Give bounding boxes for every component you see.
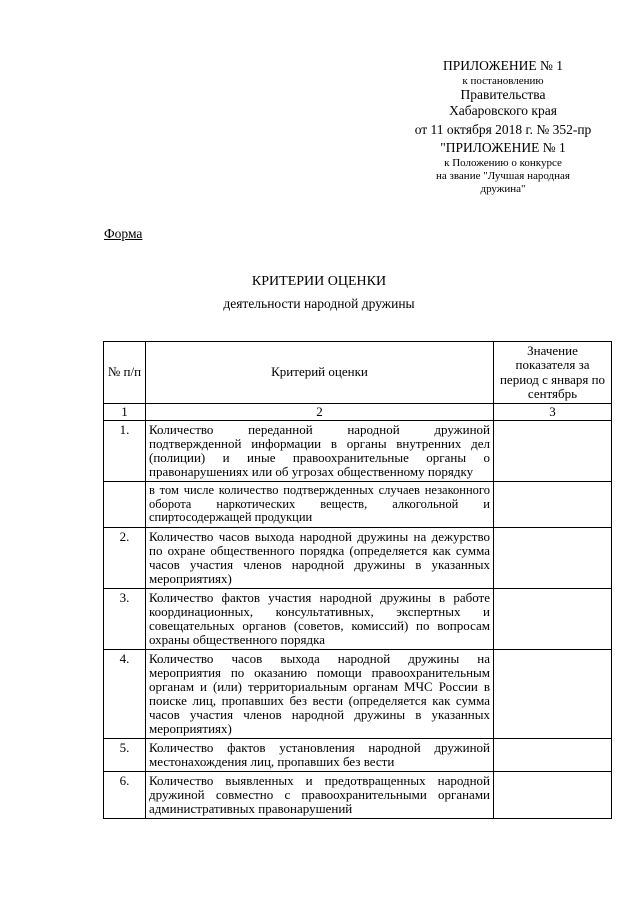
table-row — [104, 421, 612, 482]
table-row — [104, 527, 612, 588]
row-number: 1. — [104, 421, 146, 482]
criterion-text: Количество часов выхода народной дружины на дежурство по охране общественного порядка (определяется как сумма часов участия членов народной дружины в указанных мероприятиях) — [146, 527, 494, 588]
header-number: № п/п — [104, 342, 146, 404]
header-line-5: от 11 октября 2018 г. № 352-пр — [414, 122, 592, 138]
criterion-text: Количество фактов установления народной дружиной местонахождения лиц, пропавших без вести — [146, 739, 494, 772]
table-row — [104, 772, 612, 819]
row-number: 2. — [104, 527, 146, 588]
header-value: Значение показателя за период с января по сентябрь — [494, 342, 612, 404]
header-line-2: к постановлению — [462, 74, 544, 87]
criteria-table — [103, 341, 612, 819]
header-line-1: ПРИЛОЖЕНИЕ № 1 — [442, 58, 564, 73]
value-cell[interactable] — [494, 588, 612, 649]
header-line-9: дружина" — [480, 182, 526, 195]
header-line-6: "ПРИЛОЖЕНИЕ № 1 — [440, 139, 566, 155]
value-cell[interactable] — [494, 482, 612, 528]
column-number-row — [104, 404, 612, 421]
document-title: КРИТЕРИИ ОЦЕНКИ — [251, 274, 387, 289]
appendix-header — [380, 58, 626, 195]
table-header-row — [104, 342, 612, 404]
row-number: 5. — [104, 739, 146, 772]
table-row — [104, 649, 612, 738]
row-number: 3. — [104, 588, 146, 649]
criterion-text: Количество переданной народной дружиной подтвержденной информации в органы внутренних дел (полиции) и иные правоохранительные органы о правонарушениях или об угрозах общественному порядку — [146, 421, 494, 482]
header-line-7: к Положению о конкурсе — [444, 157, 562, 170]
criterion-text: Количество выявленных и предотвращенных народной дружиной совместно с правоохранительными органами административных правонарушений — [146, 772, 494, 819]
value-cell[interactable] — [494, 527, 612, 588]
document-subtitle: деятельности народной дружины — [223, 296, 415, 311]
criterion-text: Количество фактов участия народной дружины в работе координационных, консультативных, экспертных и совещательных органов (советов, комиссий) по вопросам охраны общественного порядка — [146, 588, 494, 649]
value-cell[interactable] — [494, 649, 612, 738]
criterion-text: Количество часов выхода народной дружины на мероприятия по оказанию помощи правоохранительным органам и (или) территориальным органам МЧС России в поиске лиц, пропавших без вести (определяется как сумма часов участия членов народной дружины в указанных мероприятиях) — [146, 649, 494, 738]
header-line-4: Хабаровского края — [449, 102, 557, 118]
header-line-3: Правительства — [460, 87, 546, 103]
column-number: 2 — [146, 404, 494, 421]
value-cell[interactable] — [494, 421, 612, 482]
value-cell[interactable] — [494, 739, 612, 772]
header-line-8: на звание "Лучшая народная — [436, 169, 570, 182]
row-number: 4. — [104, 649, 146, 738]
header-criterion: Критерий оценки — [146, 342, 494, 404]
column-number: 1 — [104, 404, 146, 421]
criterion-text: в том числе количество подтвержденных случаев незаконного оборота наркотических веществ, алкогольной и спиртосодержащей продукции — [146, 482, 494, 528]
table-row — [104, 482, 612, 528]
row-number — [104, 482, 146, 528]
table-row — [104, 588, 612, 649]
row-number: 6. — [104, 772, 146, 819]
value-cell[interactable] — [494, 772, 612, 819]
table-row — [104, 739, 612, 772]
column-number: 3 — [494, 404, 612, 421]
form-label: Форма — [104, 226, 143, 241]
